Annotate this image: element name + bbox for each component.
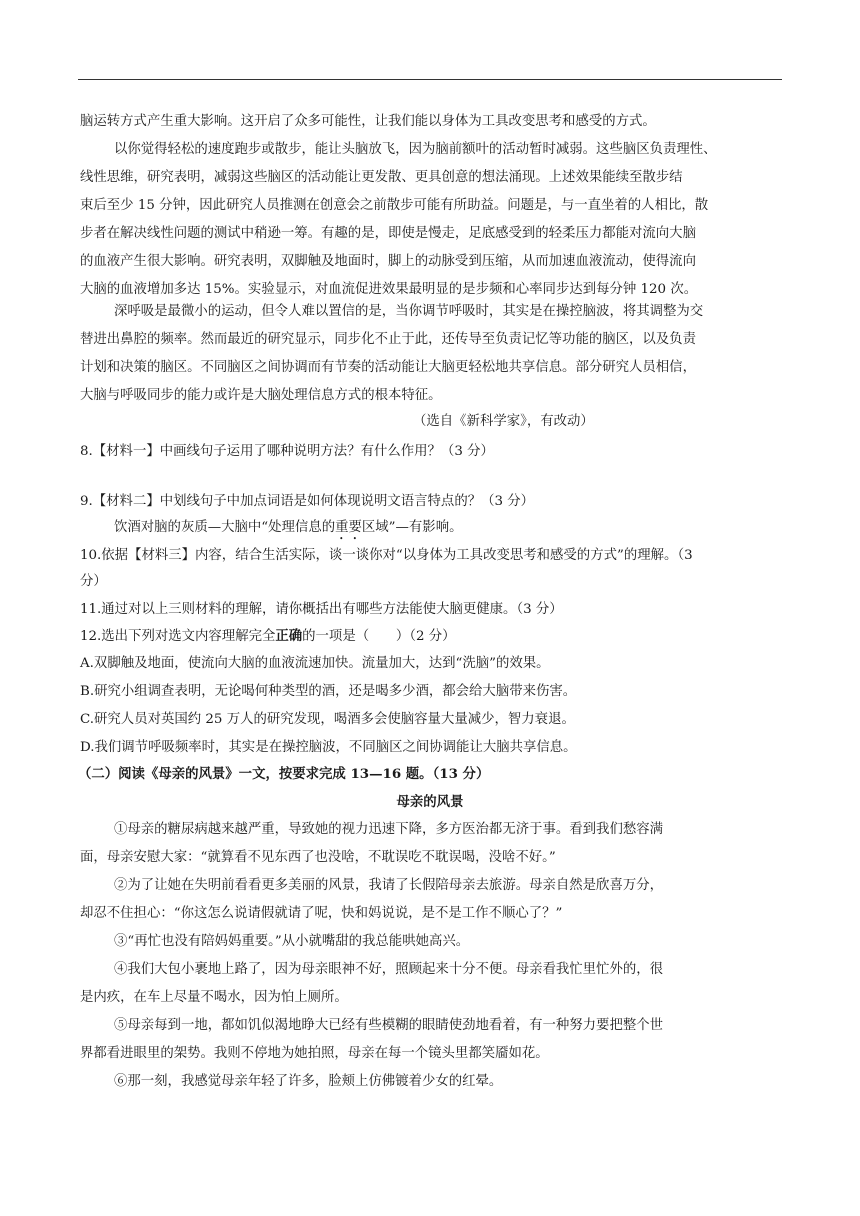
paragraph-line: 却忍不住担心：“你这怎么说请假就请了呢，快和妈说说，是不是工作不顺心了？” <box>80 906 563 921</box>
header-rule <box>78 79 782 80</box>
paragraph-line: 是内疚，在车上尽量不喝水，因为怕上厕所。 <box>80 990 348 1005</box>
option-a: A.双脚触及地面，使流向大脑的血液流速加快。流量加大，达到“洗脑”的效果。 <box>80 656 550 671</box>
section-heading: （二）阅读《母亲的风景》一文，按要求完成 13—16 题。（13 分） <box>78 766 490 782</box>
paragraph-line: ③“再忙也没有陪妈妈重要。”从小就嘴甜的我总能哄她高兴。 <box>114 934 470 949</box>
passage-line: 脑运转方式产生重大影响。这开启了众多可能性，让我们能以身体为工具改变思考和感受的方式。 <box>80 114 656 129</box>
question-9-quote <box>114 519 784 543</box>
paragraph-line: ⑤母亲每到一地，都如饥似渴地睁大已经有些模糊的眼睛使劲地看着，有一种努力要把整个世 <box>114 1018 664 1033</box>
paragraph-line: 界都看进眼里的架势。我则不停地为她拍照，母亲在每一个镜头里都笑靥如花。 <box>80 1046 549 1061</box>
quote-text: 饮酒对脑的灰质—大脑中“处理信息的 <box>114 520 336 535</box>
paragraph-line: ④我们大包小裹地上路了，因为母亲眼神不好，照顾起来十分不便。母亲看我忙里忙外的，很 <box>114 962 664 977</box>
passage-line: 大脑与呼吸同步的能力或许是大脑处理信息方式的根本特征。 <box>80 388 442 403</box>
question-8: 8.【材料一】中画线句子运用了哪种说明方法？有什么作用？（3 分） <box>80 444 494 459</box>
option-b: B.研究小组调查表明，无论喝何种类型的酒，还是喝多少酒，都会给大脑带来伤害。 <box>80 684 577 699</box>
passage-line: 束后至少 15 分钟，因此研究人员推测在创意会之前散步可能有所助益。问题是，与一直坐着的人相比，散 <box>80 198 709 213</box>
option-d: D.我们调节呼吸频率时，其实是在操控脑波，不同脑区之间协调能让大脑共享信息。 <box>80 740 577 755</box>
article-title: 母亲的风景 <box>396 794 464 810</box>
question-10: 10.依据【材料三】内容，结合生活实际，谈一谈你对“以身体为工具改变思考和感受的方式”的理解。（3 <box>80 548 693 563</box>
question-10-cont: 分） <box>80 574 107 589</box>
passage-line: 的血液产生很大影响。研究表明，双脚触及地面时，脚上的动脉受到压缩，从而加速血液流动，使得流向 <box>80 254 696 269</box>
question-11: 11.通过对以上三则材料的理解，请你概括出有哪些方法能使大脑更健康。（3 分） <box>80 602 563 617</box>
passage-line: 大脑的血液增加多达 15%。实验显示，对血流促进效果最明显的是步频和心率同步达到每分钟 120 次。 <box>80 282 698 297</box>
passage-line: 步者在解决线性问题的测试中稍逊一筹。有趣的是，即使是慢走，足底感受到的轻柔压力都能对流向大脑 <box>80 226 696 241</box>
q12-text: 的一项是（ ）（2 分） <box>302 629 456 644</box>
option-c: C.研究人员对英国约 25 万人的研究发现，喝酒多会使脑容量大量减少，智力衰退。 <box>80 712 575 727</box>
passage-line: 深呼吸是最微小的运动，但令人难以置信的是，当你调节呼吸时，其实是在操控脑波，将其调整为交 <box>114 304 704 319</box>
passage-line: 线性思维，研究表明，减弱这些脑区的活动能让更发散、更具创意的想法涌现。上述效果能续至散步结 <box>80 170 683 185</box>
q12-text: 12.选出下列对选文内容理解完全 <box>80 629 276 644</box>
question-9: 9.【材料二】中划线句子中加点词语是如何体现说明文语言特点的？（3 分） <box>80 494 535 509</box>
dotted-word: 重要 <box>335 520 362 535</box>
q12-emphasis: 正确 <box>275 628 303 644</box>
passage-line: 计划和决策的脑区。不同脑区之间协调而有节奏的活动能让大脑更轻松地共享信息。部分研究人员相信， <box>80 360 696 375</box>
passage-line: 以你觉得轻松的速度跑步或散步，能让头脑放飞，因为脑前额叶的活动暂时减弱。这些脑区负责理性、 <box>114 142 717 157</box>
paragraph-line: ①母亲的糖尿病越来越严重，导致她的视力迅速下降，多方医治都无济于事。看到我们愁容满 <box>114 822 664 837</box>
quote-text: 区域”—有影响。 <box>361 520 463 535</box>
question-12 <box>80 627 784 646</box>
paragraph-line: ⑥那一刻，我感觉母亲年轻了许多，脸颊上仿佛镀着少女的红晕。 <box>114 1074 503 1089</box>
source-citation: （选自《新科学家》，有改动） <box>413 414 594 429</box>
paragraph-line: 面，母亲安慰大家：“就算看不见东西了也没啥，不耽误吃不耽误喝，没啥不好。” <box>80 850 556 865</box>
paragraph-line: ②为了让她在失明前看看更多美丽的风景，我请了长假陪母亲去旅游。母亲自然是欣喜万分， <box>114 878 664 893</box>
passage-line: 替进出鼻腔的频率。然而最近的研究显示，同步化不止于此，还传导至负责记忆等功能的脑区，以及负责 <box>80 332 696 347</box>
